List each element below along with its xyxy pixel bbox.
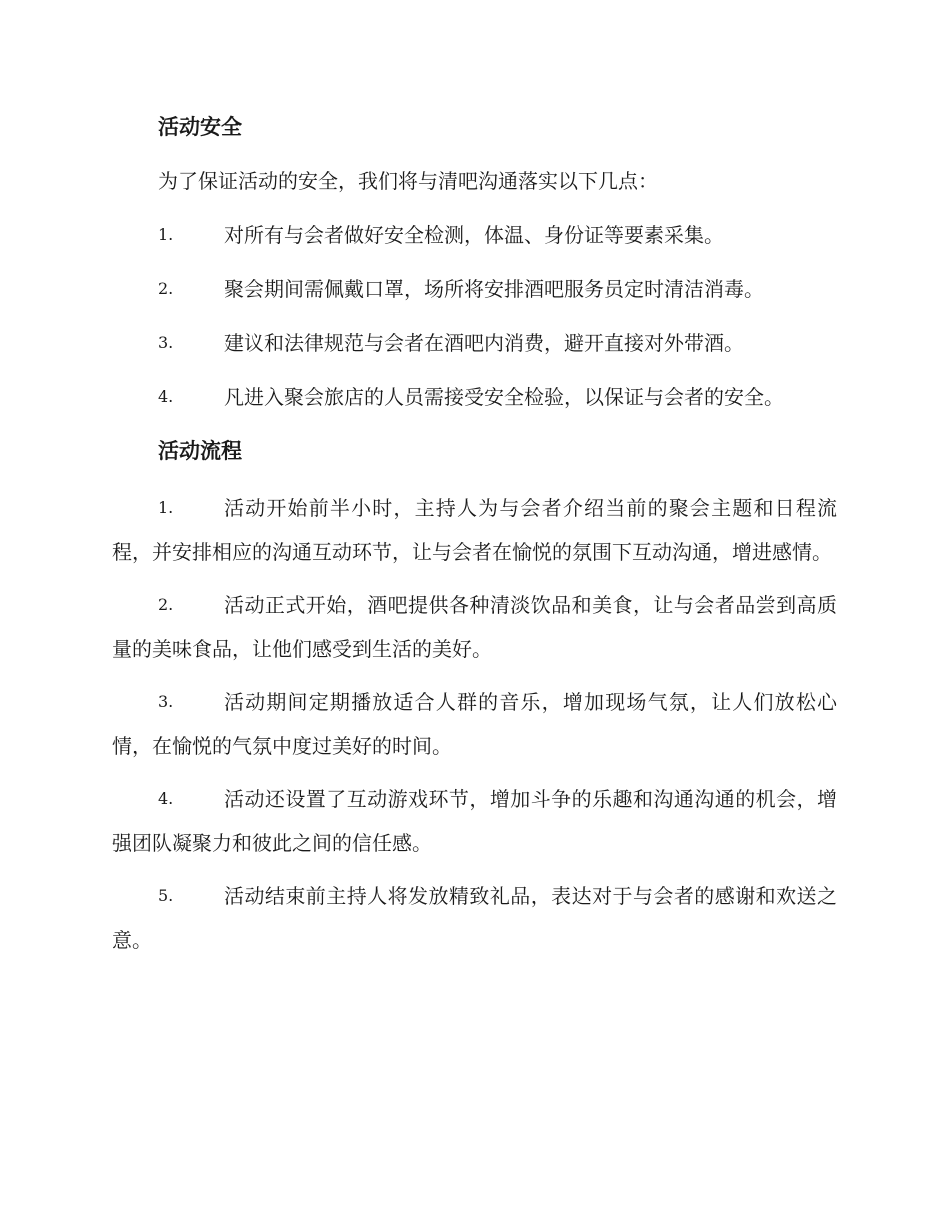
list-number: 2.: [158, 595, 174, 614]
safety-intro: 为了保证活动的安全，我们将与清吧沟通落实以下几点：: [158, 169, 658, 193]
list-number: 4.: [158, 387, 174, 406]
list-text: 活动开始前半小时，主持人为与会者介绍当前的聚会主题和日程流程，并安排相应的沟通互动环节，让与会者在愉悦的氛围下互动沟通，增进感情。: [112, 496, 837, 564]
list-text: 活动正式开始，酒吧提供各种清淡饮品和美食，让与会者品尝到高质量的美味食品，让他们感受到生活的美好。: [112, 593, 837, 661]
list-text: 建议和法律规范与会者在酒吧内消费，避开直接对外带酒。: [224, 331, 744, 355]
list-number: 1.: [158, 225, 174, 244]
safety-list: [112, 216, 837, 416]
list-item: [112, 874, 837, 962]
list-number: 4.: [158, 789, 174, 808]
list-text: 活动还设置了互动游戏环节，增加斗争的乐趣和沟通沟通的机会，增强团队凝聚力和彼此之间的信任感。: [112, 787, 837, 855]
list-number: 3.: [158, 333, 174, 352]
flow-list: [112, 486, 837, 962]
safety-heading: 活动安全: [158, 114, 242, 139]
list-item: [112, 777, 837, 865]
list-number: 1.: [158, 498, 174, 517]
list-text: 对所有与会者做好安全检测，体温、身份证等要素采集。: [224, 223, 724, 247]
list-item: [112, 680, 837, 768]
list-number: 2.: [158, 279, 174, 298]
document-body: [112, 108, 837, 971]
list-item: [112, 324, 837, 362]
list-number: 3.: [158, 692, 174, 711]
list-text: 凡进入聚会旅店的人员需接受安全检验，以保证与会者的安全。: [224, 385, 784, 409]
list-text: 聚会期间需佩戴口罩，场所将安排酒吧服务员定时清洁消毒。: [224, 277, 764, 301]
list-text: 活动结束前主持人将发放精致礼品，表达对于与会者的感谢和欢送之意。: [112, 884, 837, 952]
list-item: [112, 378, 837, 416]
list-text: 活动期间定期播放适合人群的音乐，增加现场气氛，让人们放松心情，在愉悦的气氛中度过美好的时间。: [112, 690, 837, 758]
list-item: [112, 486, 837, 574]
flow-heading: 活动流程: [158, 438, 242, 463]
list-item: [112, 270, 837, 308]
list-item: [112, 583, 837, 671]
list-number: 5.: [158, 886, 174, 905]
list-item: [112, 216, 837, 254]
